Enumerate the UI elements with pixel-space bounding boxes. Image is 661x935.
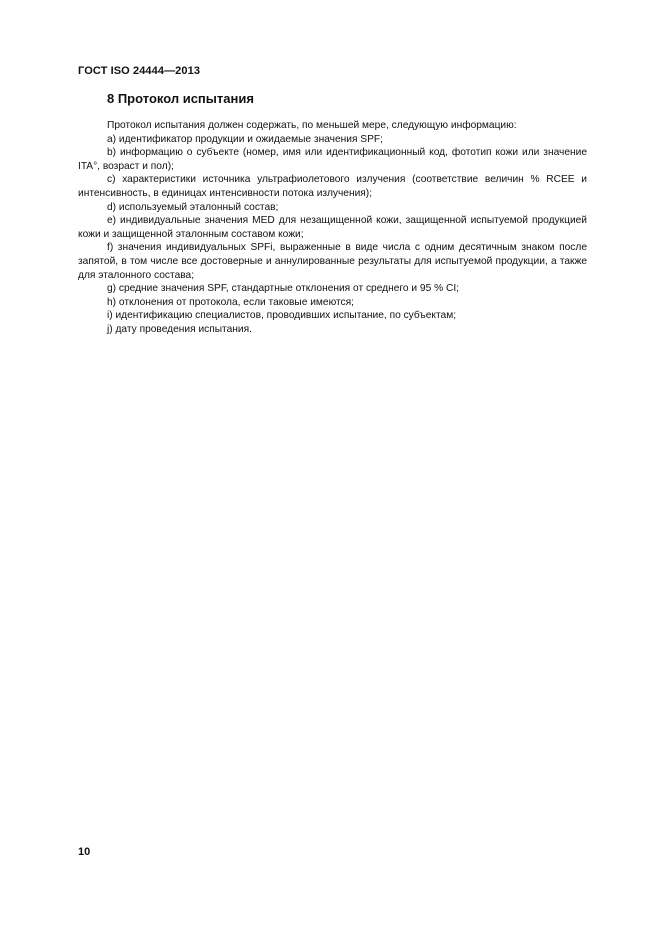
intro-paragraph: Протокол испытания должен содержать, по меньшей мере, следующую информацию:: [107, 120, 517, 131]
list-item-c: c) характеристики источника ультрафиолетового излучения (соответствие величин % RCEE и интенсивность, в единицах интенсивности потока излучения);: [78, 174, 587, 199]
page-number: 10: [78, 846, 91, 858]
list-item-d: d) используемый эталонный состав;: [107, 201, 279, 213]
list-item-h: h) отклонения от протокола, если таковые имеются;: [107, 296, 354, 308]
document-standard-id: ГОСТ ISO 24444—2013: [78, 65, 201, 77]
list-item-i: i) идентификацию специалистов, проводивших испытание, по субъектам;: [107, 310, 457, 322]
list-item-e: e) индивидуальные значения MED для незащищенной кожи, защищенной испытуемой продукцией кожи и защищенной эталонным составом кожи;: [78, 215, 587, 240]
section-body: [78, 119, 587, 337]
list-item-j: j) дату проведения испытания.: [107, 323, 252, 335]
list-item-b: b) информацию о субъекте (номер, имя или идентификационный код, фототип кожи или значение ITA°, возраст и пол);: [78, 147, 587, 172]
section-title: 8 Протокол испытания: [107, 91, 254, 106]
list-item-g: g) средние значения SPF, стандартные отклонения от среднего и 95 % CI;: [107, 283, 459, 295]
list-item-a: а) идентификатор продукции и ожидаемые значения SPF;: [107, 133, 383, 145]
list-item-f: f) значения индивидуальных SPFi, выраженные в виде числа с одним десятичным знаком после запятой, в том числе все достоверные и аннулированные результаты для испытуемой продукции, а также для эталонного состава;: [78, 242, 587, 281]
